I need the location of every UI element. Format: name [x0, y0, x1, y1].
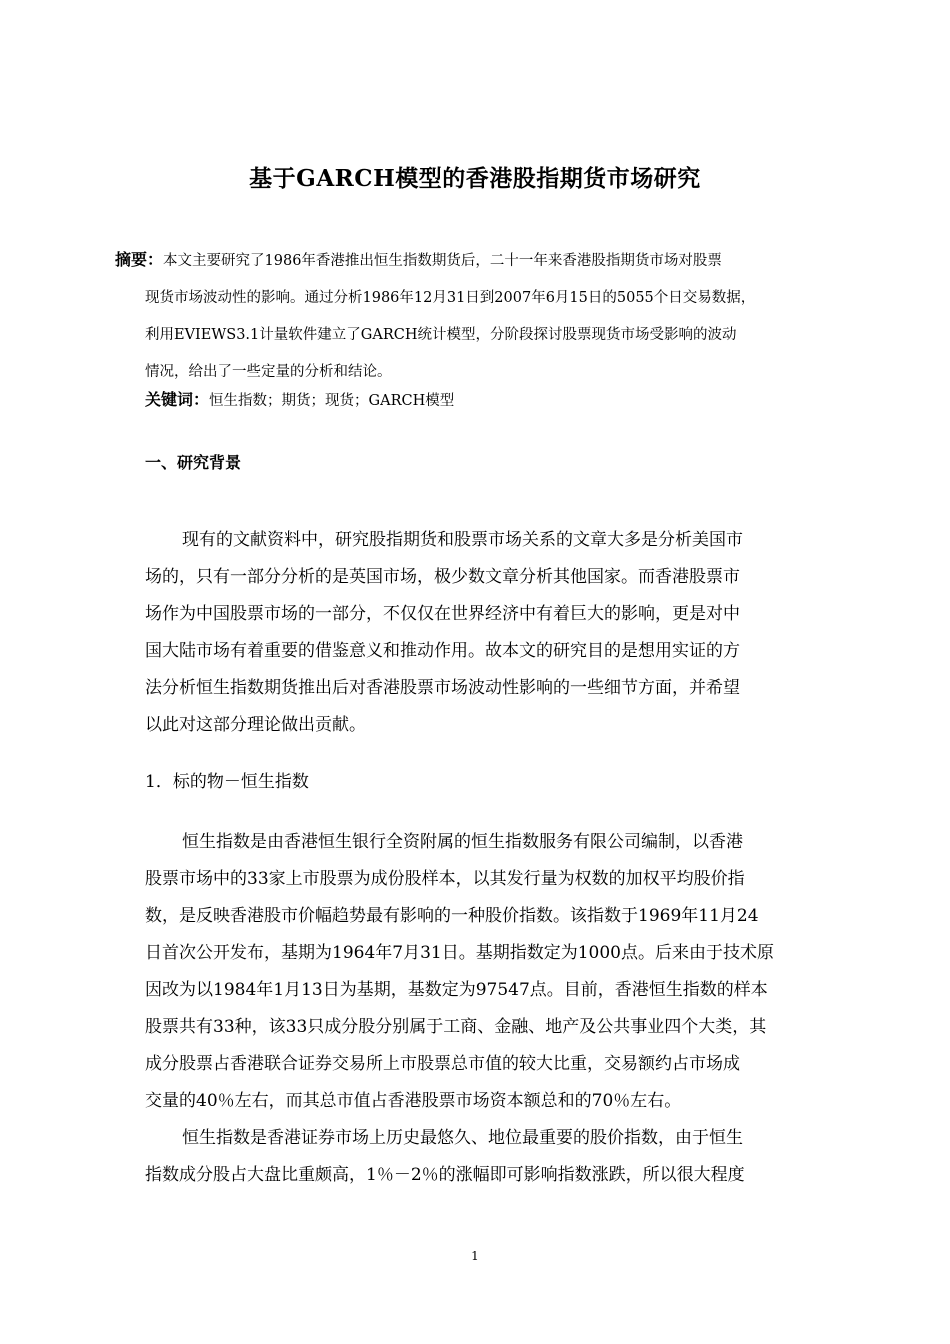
paragraph-line: 交量的40％左右，而其总市值占香港股票市场资本额总和的70％左右。: [145, 1091, 682, 1111]
paragraph-line: 股票共有33种，该33只成分股分别属于工商、金融、地产及公共事业四个大类，其: [145, 1017, 767, 1037]
paragraph-line: 成分股票占香港联合证券交易所上市股票总市值的较大比重，交易额约占市场成: [145, 1054, 740, 1074]
paragraph-line: 数，是反映香港股市价幅趋势最有影响的一种股价指数。该指数于1969年11月24: [145, 906, 759, 926]
abstract-label: 摘要：: [115, 250, 164, 269]
abstract-text: 本文主要研究了1986年香港推出恒生指数期货后，二十一年来香港股指期货市场对股票: [163, 253, 722, 269]
paragraph-line: 指数成分股占大盘比重颇高，1％－2％的涨幅即可影响指数涨跌，所以很大程度: [145, 1165, 745, 1185]
abstract: [115, 241, 815, 391]
page-number: 1: [471, 1249, 479, 1263]
paragraph-background: [145, 522, 810, 744]
keywords: [145, 381, 454, 420]
abstract-line: 情况，给出了一些定量的分析和结论。: [145, 364, 392, 380]
paragraph-line: 法分析恒生指数期货推出后对香港股票市场波动性影响的一些细节方面，并希望: [145, 678, 740, 698]
abstract-line: 现货市场波动性的影响。通过分析1986年12月31日到2007年6月15日的5055个日交易数据，: [145, 290, 756, 306]
paragraph-line: 现有的文献资料中，研究股指期货和股票市场关系的文章大多是分析美国市: [182, 530, 743, 550]
paragraph-hang-seng-index: [145, 824, 810, 1194]
paragraph-line: 场的，只有一部分分析的是英国市场，极少数文章分析其他国家。而香港股票市: [145, 567, 740, 587]
section-heading: 一、研究背景: [145, 453, 242, 472]
paragraph-line: 国大陆市场有着重要的借鉴意义和推动作用。故本文的研究目的是想用实证的方: [145, 641, 740, 661]
paragraph-line: 场作为中国股票市场的一部分，不仅仅在世界经济中有着巨大的影响，更是对中: [145, 604, 740, 624]
subsection-heading: 1．标的物－恒生指数: [145, 772, 309, 792]
abstract-line: 利用EVIEWS3.1计量软件建立了GARCH统计模型，分阶段探讨股票现货市场受影响的波动: [145, 327, 737, 343]
paragraph-line: 因改为以1984年1月13日为基期，基数定为97547点。目前，香港恒生指数的样本: [145, 980, 768, 1000]
abstract-line: [115, 241, 815, 280]
keywords-label: 关键词：: [145, 390, 210, 409]
paper-title: 基于GARCH模型的香港股指期货市场研究: [249, 165, 701, 192]
paragraph-line: 股票市场中的33家上市股票为成份股样本，以其发行量为权数的加权平均股价指: [145, 869, 745, 889]
paragraph-line: 恒生指数是由香港恒生银行全资附属的恒生指数服务有限公司编制，以香港: [182, 832, 743, 852]
paragraph-line: 以此对这部分理论做出贡献。: [145, 715, 366, 735]
paragraph-line: 日首次公开发布，基期为1964年7月31日。基期指数定为1000点。后来由于技术原: [145, 943, 774, 963]
paragraph-line: 恒生指数是香港证券市场上历史最悠久、地位最重要的股价指数，由于恒生: [182, 1128, 743, 1148]
keywords-text: 恒生指数；期货；现货；GARCH模型: [209, 393, 455, 409]
